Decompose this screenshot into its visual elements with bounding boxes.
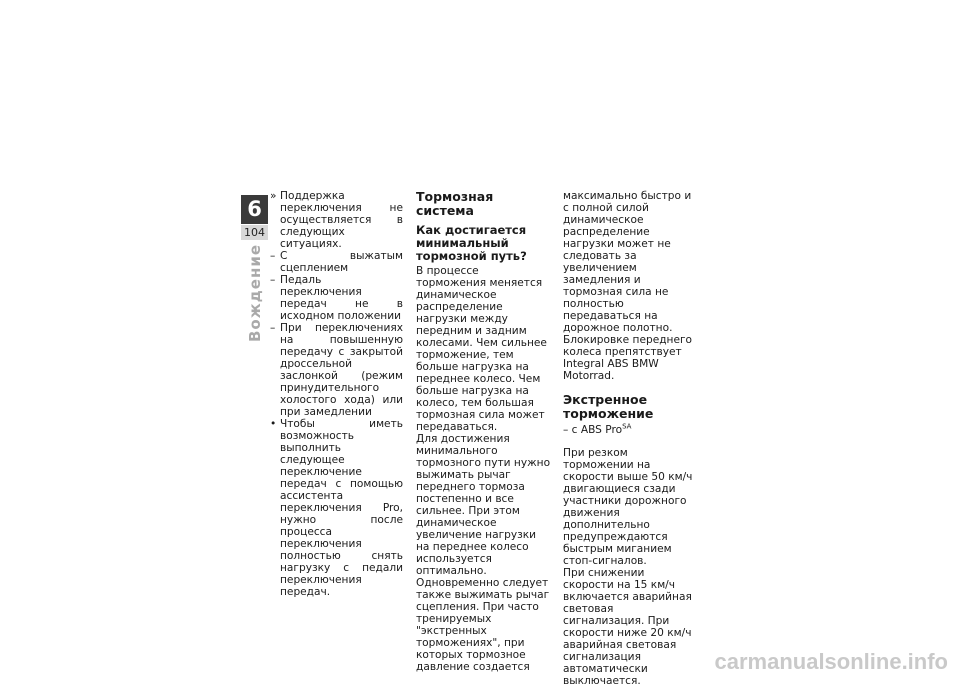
special-equipment-mark: SA bbox=[622, 422, 632, 431]
list-item-text: При переключениях на повышенную передачу с закрытой дроссельной заслонкой (режим принудительного холостого хода) или при замедлении bbox=[280, 322, 403, 418]
paragraph: В процессе торможения меняется динамическое распределение нагрузки между передним и задним колесами. Чем сильнее торможение, тем больше нагрузка на переднее колесо. Чем больше нагрузка на колесо, тем большая тормозная сила может передаваться. bbox=[416, 265, 547, 433]
paragraph: При снижении скорости на 15 км/ч включается аварийная световая сигнализация. При скорости ниже 20 км/ч аварийная световая сигнализация автоматически выключается. bbox=[563, 567, 692, 687]
bullet-icon: • bbox=[270, 418, 277, 430]
section-heading-emergency-braking: Экстренное торможение bbox=[563, 392, 654, 421]
paragraph: При резком торможении на скорости выше 50 км/ч двигающиеся сзади участники дорожного движения дополнительно предупреждаются быстрым миганием стоп-сигналов. bbox=[563, 447, 693, 567]
paragraph: Для достижения минимального тормозного пути нужно выжимать рычаг переднего тормоза постепенно и все сильнее. При этом динамическое увеличение нагрузки на переднее колесо используется оптимально. Одновременно следует также выжимать рычаг сцепления. При часто тренируемых "экстренных торможениях", при которых тормозное давление создается bbox=[416, 433, 551, 673]
section-heading-brakes: Тормозная система bbox=[416, 189, 494, 218]
list-item bbox=[270, 190, 403, 250]
watermark: carmanualsonline.info bbox=[714, 649, 948, 674]
list-item-text: Поддержка переключения не осуществляется в следующих ситуациях. bbox=[280, 190, 403, 250]
paragraph: Блокировке переднего колеса препятствует Integral ABS BMW Motorrad. bbox=[563, 334, 693, 382]
subheading-min-braking-distance: Как достигается минимальный тормозной путь? bbox=[416, 223, 527, 263]
list-item bbox=[270, 322, 403, 418]
list-marker: – bbox=[270, 322, 276, 334]
abs-pro-label: – с ABS Pro bbox=[563, 424, 623, 436]
list-marker: – bbox=[270, 274, 276, 286]
list-marker: » bbox=[270, 190, 277, 202]
list-item bbox=[270, 418, 403, 598]
paragraph: максимально быстро и с полной силой динамическое распределение нагрузки может не следовать за увеличением замедления и тормозная сила не полностью передаваться на дорожное полотно. bbox=[563, 190, 692, 334]
page-number: 104 bbox=[241, 225, 268, 240]
list-marker: – bbox=[270, 250, 276, 262]
list-item bbox=[270, 250, 403, 274]
list-item-text: Педаль переключения передач не в исходном положении bbox=[280, 274, 403, 322]
list-item bbox=[270, 274, 403, 322]
column-left bbox=[270, 190, 403, 598]
list-item-text: С выжатым сцеплением bbox=[280, 250, 403, 274]
abs-pro-requirement bbox=[563, 424, 698, 436]
column-middle bbox=[416, 190, 551, 673]
list-item-text: Чтобы иметь возможность выполнить следующее переключение передач с помощью ассистента переключения Pro, нужно после процесса переключения полностью снять нагрузку с педали переключения передач. bbox=[280, 418, 403, 598]
chapter-number-badge: 6 bbox=[241, 195, 268, 224]
column-right bbox=[563, 190, 698, 687]
chapter-side-title: Вождение bbox=[246, 244, 264, 342]
